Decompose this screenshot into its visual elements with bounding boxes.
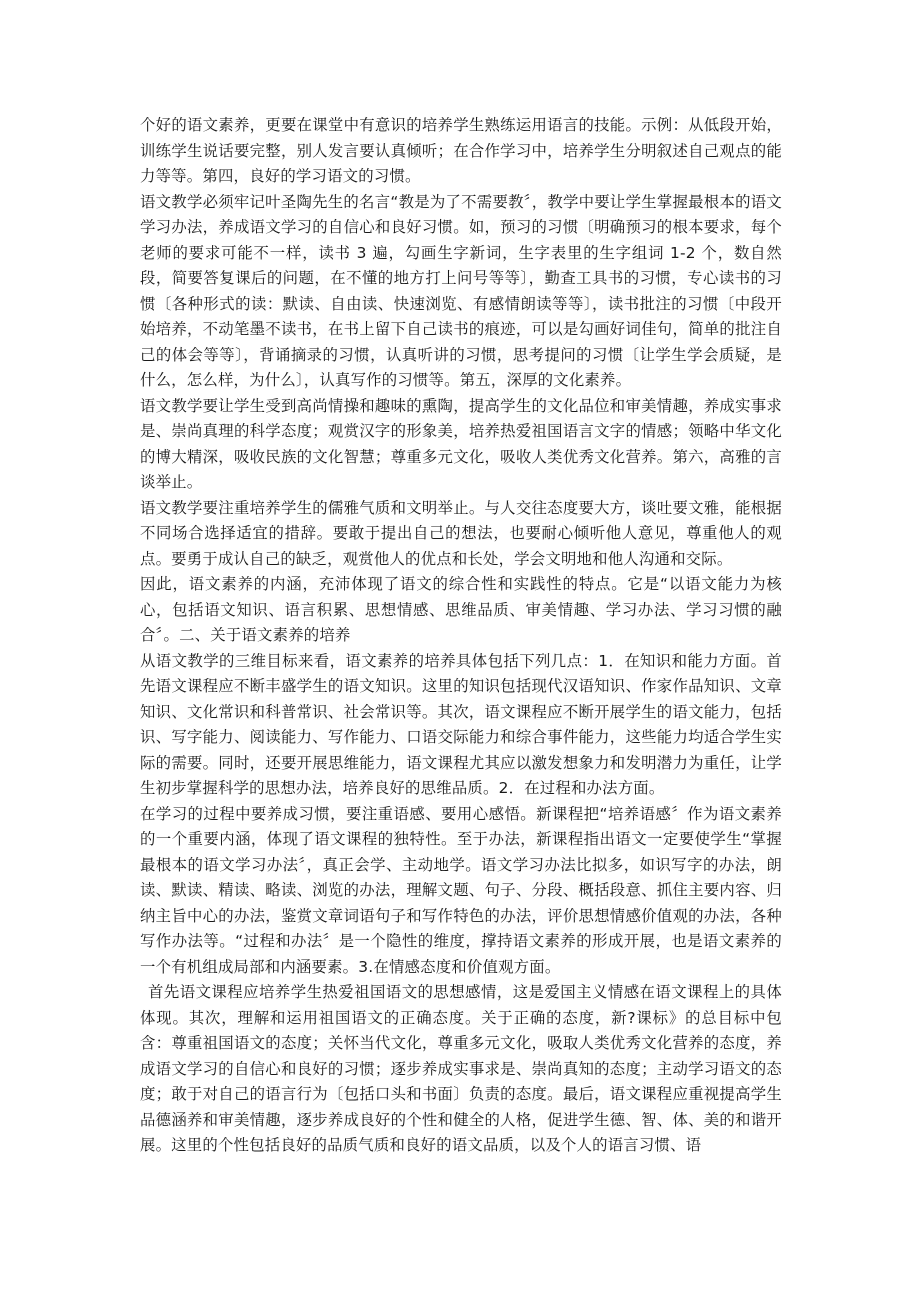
- paragraph-study-habits: 语文教学必须牢记叶圣陶先生的名言“教是为了不需要教〞，教学中要让学生掌握最根本的语文学习办法，养成语文学习的自信心和良好习惯。如，预习的习惯〔明确预习的根本要求，每个老师的要求可能不一样，读书 3 遍，勾画生字新词，生字表里的生字组词 1-2 个，数自然段，简要答复课后的问题，在不懂的地方打上问号等等〕，勤查工具书的习惯，专心读书的习惯〔各种形式的读：默读、自由读、快速浏览、有感情朗读等等〕，读书批注的习惯〔中段开始培养，不动笔墨不读书，在书上留下自己读书的痕迹，可以是勾画好词佳句，简单的批注自己的体会等等〕，背诵摘录的习惯，认真听讲的习惯，思考提问的习惯〔让学生学会质疑，是什么，怎么样，为什么〕，认真写作的习惯等。第五，深厚的文化素养。: [140, 192, 782, 389]
- paragraph-cultural-literacy: 语文教学要让学生受到高尚情操和趣味的熏陶，提高学生的文化品位和审美情趣，养成实事求是、崇尚真理的科学态度；观赏汉字的形象美，培养热爱祖国语言文字的情感；领略中华文化的博大精深，吸收民族的文化智慧；尊重多元文化，吸收人类优秀文化营养。第六，高雅的言谈举止。: [140, 396, 782, 491]
- paragraph-manners: 语文教学要注重培养学生的儒雅气质和文明举止。与人交往态度要大方，谈吐要文雅，能根据不同场合选择适宜的措辞。要敢于提出自己的想法，也要耐心倾听他人意见，尊重他人的观点。要勇于成认自己的缺乏，观赏他人的优点和长处，学会文明地和他人沟通和交际。: [140, 498, 782, 568]
- paragraph-habits-intro: 个好的语文素养，更要在课堂中有意识的培养学生熟练运用语言的技能。示例：从低段开始，训练学生说话要完整，别人发言要认真倾听；在合作学习中，培养学生分明叙述自己观点的能力等等。第四，良好的学习语文的习惯。: [140, 116, 782, 185]
- paragraph-connotation: 因此，语文素养的内涵，充沛体现了语文的综合性和实践性的特点。它是“以语文能力为核心，包括语文知识、语言积累、思想情感、思维品质、审美情趣、学习办法、学习习惯的融合〞。二、关于语文素养的培养: [140, 575, 782, 644]
- paragraph-knowledge-ability: 从语文教学的三维目标来看，语文素养的培养具体包括下列几点：1．在知识和能力方面。首先语文课程应不断丰盛学生的语文知识。这里的知识包括现代汉语知识、作家作品知识、文章知识、文化常识和科普常识、社会常识等。其次，语文课程应不断开展学生的语文能力，包括识、写字能力、阅读能力、写作能力、口语交际能力和综合事件能力，这些能力均适合学生实际的需要。同时，还要开展思维能力，语文课程尤其应以激发想象力和发明潜力为重任，让学生初步掌握科学的思想办法，培养良好的思维品质。2．在过程和办法方面。: [140, 651, 782, 797]
- document-page: [140, 113, 782, 1159]
- paragraph-emotion-values: 首先语文课程应培养学生热爱祖国语文的思想感情，这是爱国主义情感在语文课程上的具体体现。其次，理解和运用祖国语文的正确态度。关于正确的态度，新?课标》的总目标中包含：尊重祖国语文的态度；关怀当代文化，尊重多元文化，吸取人类优秀文化营养的态度，养成语文学习的自信心和良好的习惯；逐步养成实事求是、崇尚真知的态度；主动学习语文的态度；敢于对自己的语言行为〔包括口头和书面〕负责的态度。最后，语文课程应重视提高学生品德涵养和审美情趣，逐步养成良好的个性和健全的人格，促进学生德、智、体、美的和谐开展。这里的个性包括良好的品质气质和良好的语文品质，以及个人的语言习惯、语: [140, 983, 782, 1154]
- paragraph-process-method: 在学习的过程中要养成习惯，要注重语感、要用心感悟。新课程把“培养语感〞作为语文素养的一个重要内涵，体现了语文课程的独特性。至于办法，新课程指出语文一定要使学生“掌握最根本的语文学习办法〞，真正会学、主动地学。语文学习办法比拟多，如识写字的办法，朗读、默读、精读、略读、浏览的办法，理解文题、句子、分段、概括段意、抓住主要内容、归纳主旨中心的办法，鉴赏文章词语句子和写作特色的办法，评价思想情感价值观的办法，各种写作办法等。“过程和办法〞是一个隐性的维度，撑持语文素养的形成开展，也是语文素养的一个有机组成局部和内涵要素。3.在情感态度和价值观方面。: [140, 804, 782, 976]
